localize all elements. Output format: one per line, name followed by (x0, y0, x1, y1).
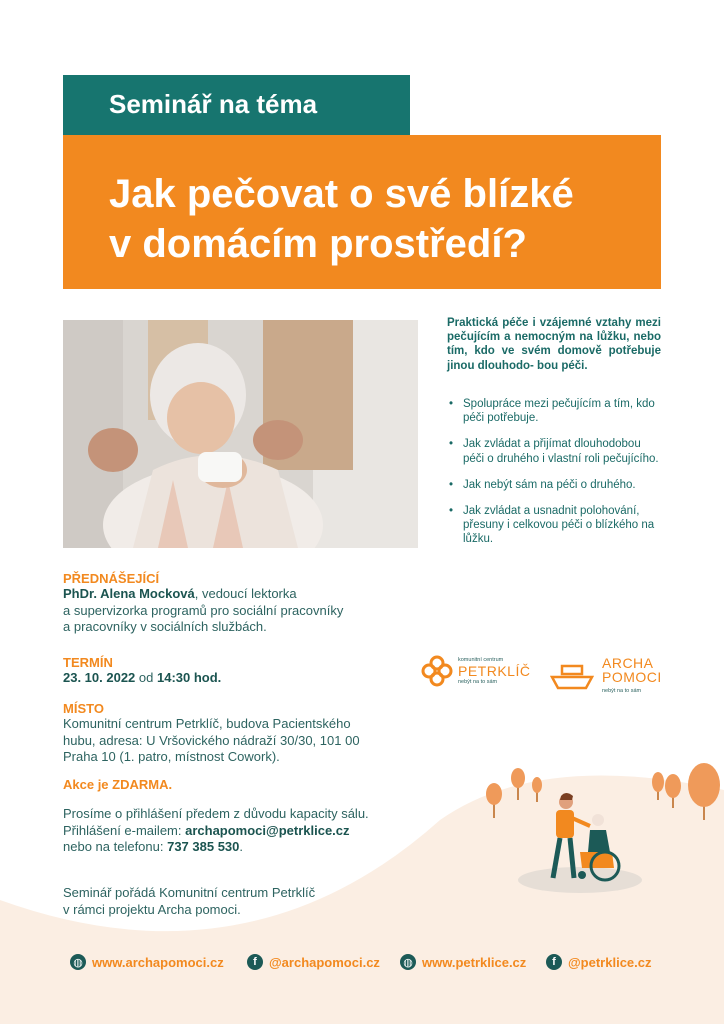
petrklic-tag: nebýt na to sám (458, 679, 498, 685)
speaker-line-3: a pracovníky v sociálních službách. (63, 619, 267, 634)
speaker-info (63, 586, 423, 636)
organizer-info (63, 885, 423, 918)
topic-list (447, 397, 661, 559)
topic-item: • Jak zvládat a přijímat dlouhodobou péči o druhého i vlastní roli pečujícího. (447, 437, 661, 465)
registration-phone-suffix: . (239, 839, 244, 854)
title-line-2: v domácím prostředí? (109, 222, 527, 266)
footer-link-text: @petrklice.cz (568, 954, 652, 970)
term-date: 23. 10. 2022 (63, 670, 136, 685)
globe-icon: ◍ (400, 954, 416, 970)
kicker-text: Seminář na téma (109, 89, 318, 119)
registration-line-1: Prosíme o přihlášení předem z důvodu kapacity sálu. (63, 806, 369, 821)
petrklic-flower-icon (420, 654, 454, 688)
footer-link-petrklice-web[interactable] (400, 952, 526, 972)
footer-link-text: www.petrklice.cz (422, 954, 527, 970)
footer-link-archapomoci-fb[interactable] (247, 952, 380, 972)
footer-link-text: @archapomoci.cz (269, 954, 380, 970)
term-info (63, 670, 221, 687)
place-label: MÍSTO (63, 701, 104, 716)
petrklic-name: PETRKLÍČ (458, 663, 531, 679)
intro-paragraph: Praktická péče i vzájemné vztahy mezi pečujícím a nemocným na lůžku, nebo tím, kdo ve svém domově potřebuje jinou dlouhodo- bou péči. (447, 317, 661, 372)
registration-phone-prefix: nebo na telefonu: (63, 839, 168, 854)
place-line-3: Praha 10 (1. patro, místnost Cowork). (63, 749, 280, 764)
photo-elderly-woman-with-cup (63, 320, 418, 548)
speaker-label: PŘEDNÁŠEJÍCÍ (63, 571, 160, 586)
registration-email-link[interactable]: archapomoci@petrklice.cz (185, 822, 350, 838)
term-time: 14:30 hod. (156, 670, 222, 685)
petrklic-small: komunitní centrum (458, 657, 504, 663)
free-notice: Akce je ZDARMA. (63, 777, 173, 792)
kicker-banner (63, 75, 410, 135)
topic-item: • Jak zvládat a usnadnit polohování, přesuny i celkovou péči o blízkého na lůžku. (447, 504, 661, 547)
facebook-icon: f (546, 954, 562, 970)
organizer-line-2: v rámci projektu Archa pomoci. (63, 901, 241, 917)
registration-email-prefix: Přihlášení e-mailem: (63, 822, 186, 838)
archa-line-2: POMOCI (602, 669, 662, 685)
place-line-2: hubu, adresa: U Vršovického nádraží 30/30, 101 00 (63, 732, 360, 748)
place-info (63, 716, 423, 766)
topic-item: • Spolupráce mezi pečujícím a tím, kdo péči potřebuje. (447, 397, 661, 425)
facebook-icon: f (247, 954, 263, 970)
title-banner (63, 135, 661, 289)
registration-phone[interactable]: 737 385 530 (167, 839, 240, 854)
archa-line-1: ARCHA (602, 655, 654, 671)
topic-item: • Jak nebýt sám na péči o druhého. (447, 478, 661, 492)
footer-link-text: www.archapomoci.cz (92, 954, 224, 970)
globe-icon: ◍ (70, 954, 86, 970)
place-line-1: Komunitní centrum Petrklíč, budova Pacientského (63, 716, 351, 731)
footer-link-petrklice-fb[interactable] (546, 952, 652, 972)
title-line-1: Jak pečovat o své blízké (109, 172, 574, 216)
archa-pomoci-logo (550, 656, 662, 698)
speaker-name: PhDr. Alena Mocková (63, 586, 195, 601)
term-mid: od (135, 670, 157, 685)
term-label: TERMÍN (63, 655, 113, 670)
petrklic-logo (420, 654, 530, 688)
organizer-line-1: Seminář pořádá Komunitní centrum Petrklíč (63, 885, 316, 900)
footer-link-archapomoci-web[interactable] (70, 952, 224, 972)
ark-boat-icon (550, 663, 594, 691)
speaker-line-2: a supervizorka programů pro sociální pracovníky (63, 602, 344, 618)
speaker-role: , vedoucí lektorka (194, 586, 297, 601)
archa-tag: nebýt na to sám (602, 688, 642, 694)
